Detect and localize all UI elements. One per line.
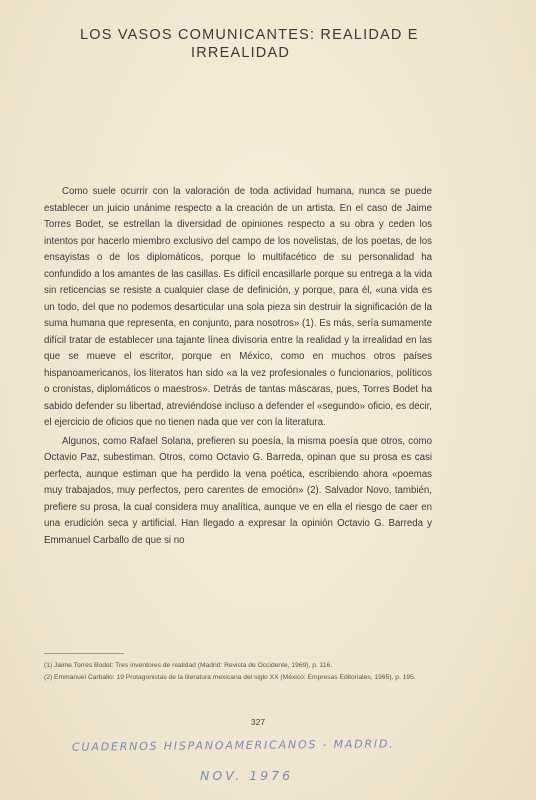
footnote-1: (1) Jaime Torres Bodet: Tres inventores de realidad (Madrid: Revista de Occidente, 1969), p. 116.: [44, 662, 333, 669]
handwritten-date-annotation: NOV. 1976: [200, 768, 294, 783]
paragraph-1: Como suele ocurrir con la valoración de toda actividad humana, nunca se puede establecer un juicio unánime respecto a la creación de un artista. En el caso de Jaime Torres Bodet, se estrellan la diversidad de opiniones respecto a su obra y ceden los intentos por hacerlo miembro exclusivo del campo de los novelistas, de los poetas, de los ensayistas o de los diplomáticos, porque lo multifacético de su personalidad ha confundido a los amantes de las casillas. Es difícil encasillarle porque su entrega a la vida sin reticencias se resiste a cualquier clase de definición, y porque, para él, «una vida es un todo, del que no podemos desarticular una sola pieza sin destruir la significación de la suma humana que representa, en conjunto, para nosotros» (1). Es más, sería sumamente difícil tratar de establecer una tajante línea divisoria entre la realidad y la irrealidad en las que se mueve el escritor, porque en México, como en muchos otros países hispanoamericanos, los literatos han sido «a la vez profesionales o funcionarios, políticos o cronistas, diplomáticos o maestros». Detrás de tantas máscaras, pues, Torres Bodet ha sabido defender su libertad, atreviéndose incluso a defender el «segundo» oficio, es decir, el ejercicio de oficios que no tienen nada que ver con la literatura.: [44, 186, 432, 428]
footnotes: [44, 661, 436, 684]
chapter-title-line-1: LOS VASOS COMUNICANTES: REALIDAD E: [80, 27, 419, 43]
body-text: [44, 184, 432, 549]
page-number: 327: [250, 717, 266, 727]
paragraph-2: Algunos, como Rafael Solana, prefieren su poesía, la misma poesía que otros, como Octavio Paz, subestiman. Otros, como Octavio G. Barreda, opinan que su prosa es casi perfecta, aunque estiman que ha perdido la vena poética, escribiendo ahora «poemas muy trabajados, muy perfectos, pero carentes de emoción» (2). Salvador Novo, también, prefiere su prosa, la cual considera muy analítica, aunque ve en ella el riesgo de caer en una erudición seca y artificial. Han llegado a expresar la opinión Octavio G. Barreda y Emmanuel Carballo de que si no: [44, 435, 432, 546]
footnote-divider: [44, 653, 124, 654]
footnote-2: (2) Emmanuel Carballo: 19 Protagonistas de la literatura mexicana del siglo XX (México: Empresas Editoriales, 1965), p. 195.: [44, 673, 416, 681]
chapter-title-line-2: IRREALIDAD: [191, 45, 291, 61]
handwritten-source-annotation: CUADERNOS HISPANOAMERICANOS - MADRID.: [71, 737, 395, 754]
chapter-title: [80, 26, 480, 62]
